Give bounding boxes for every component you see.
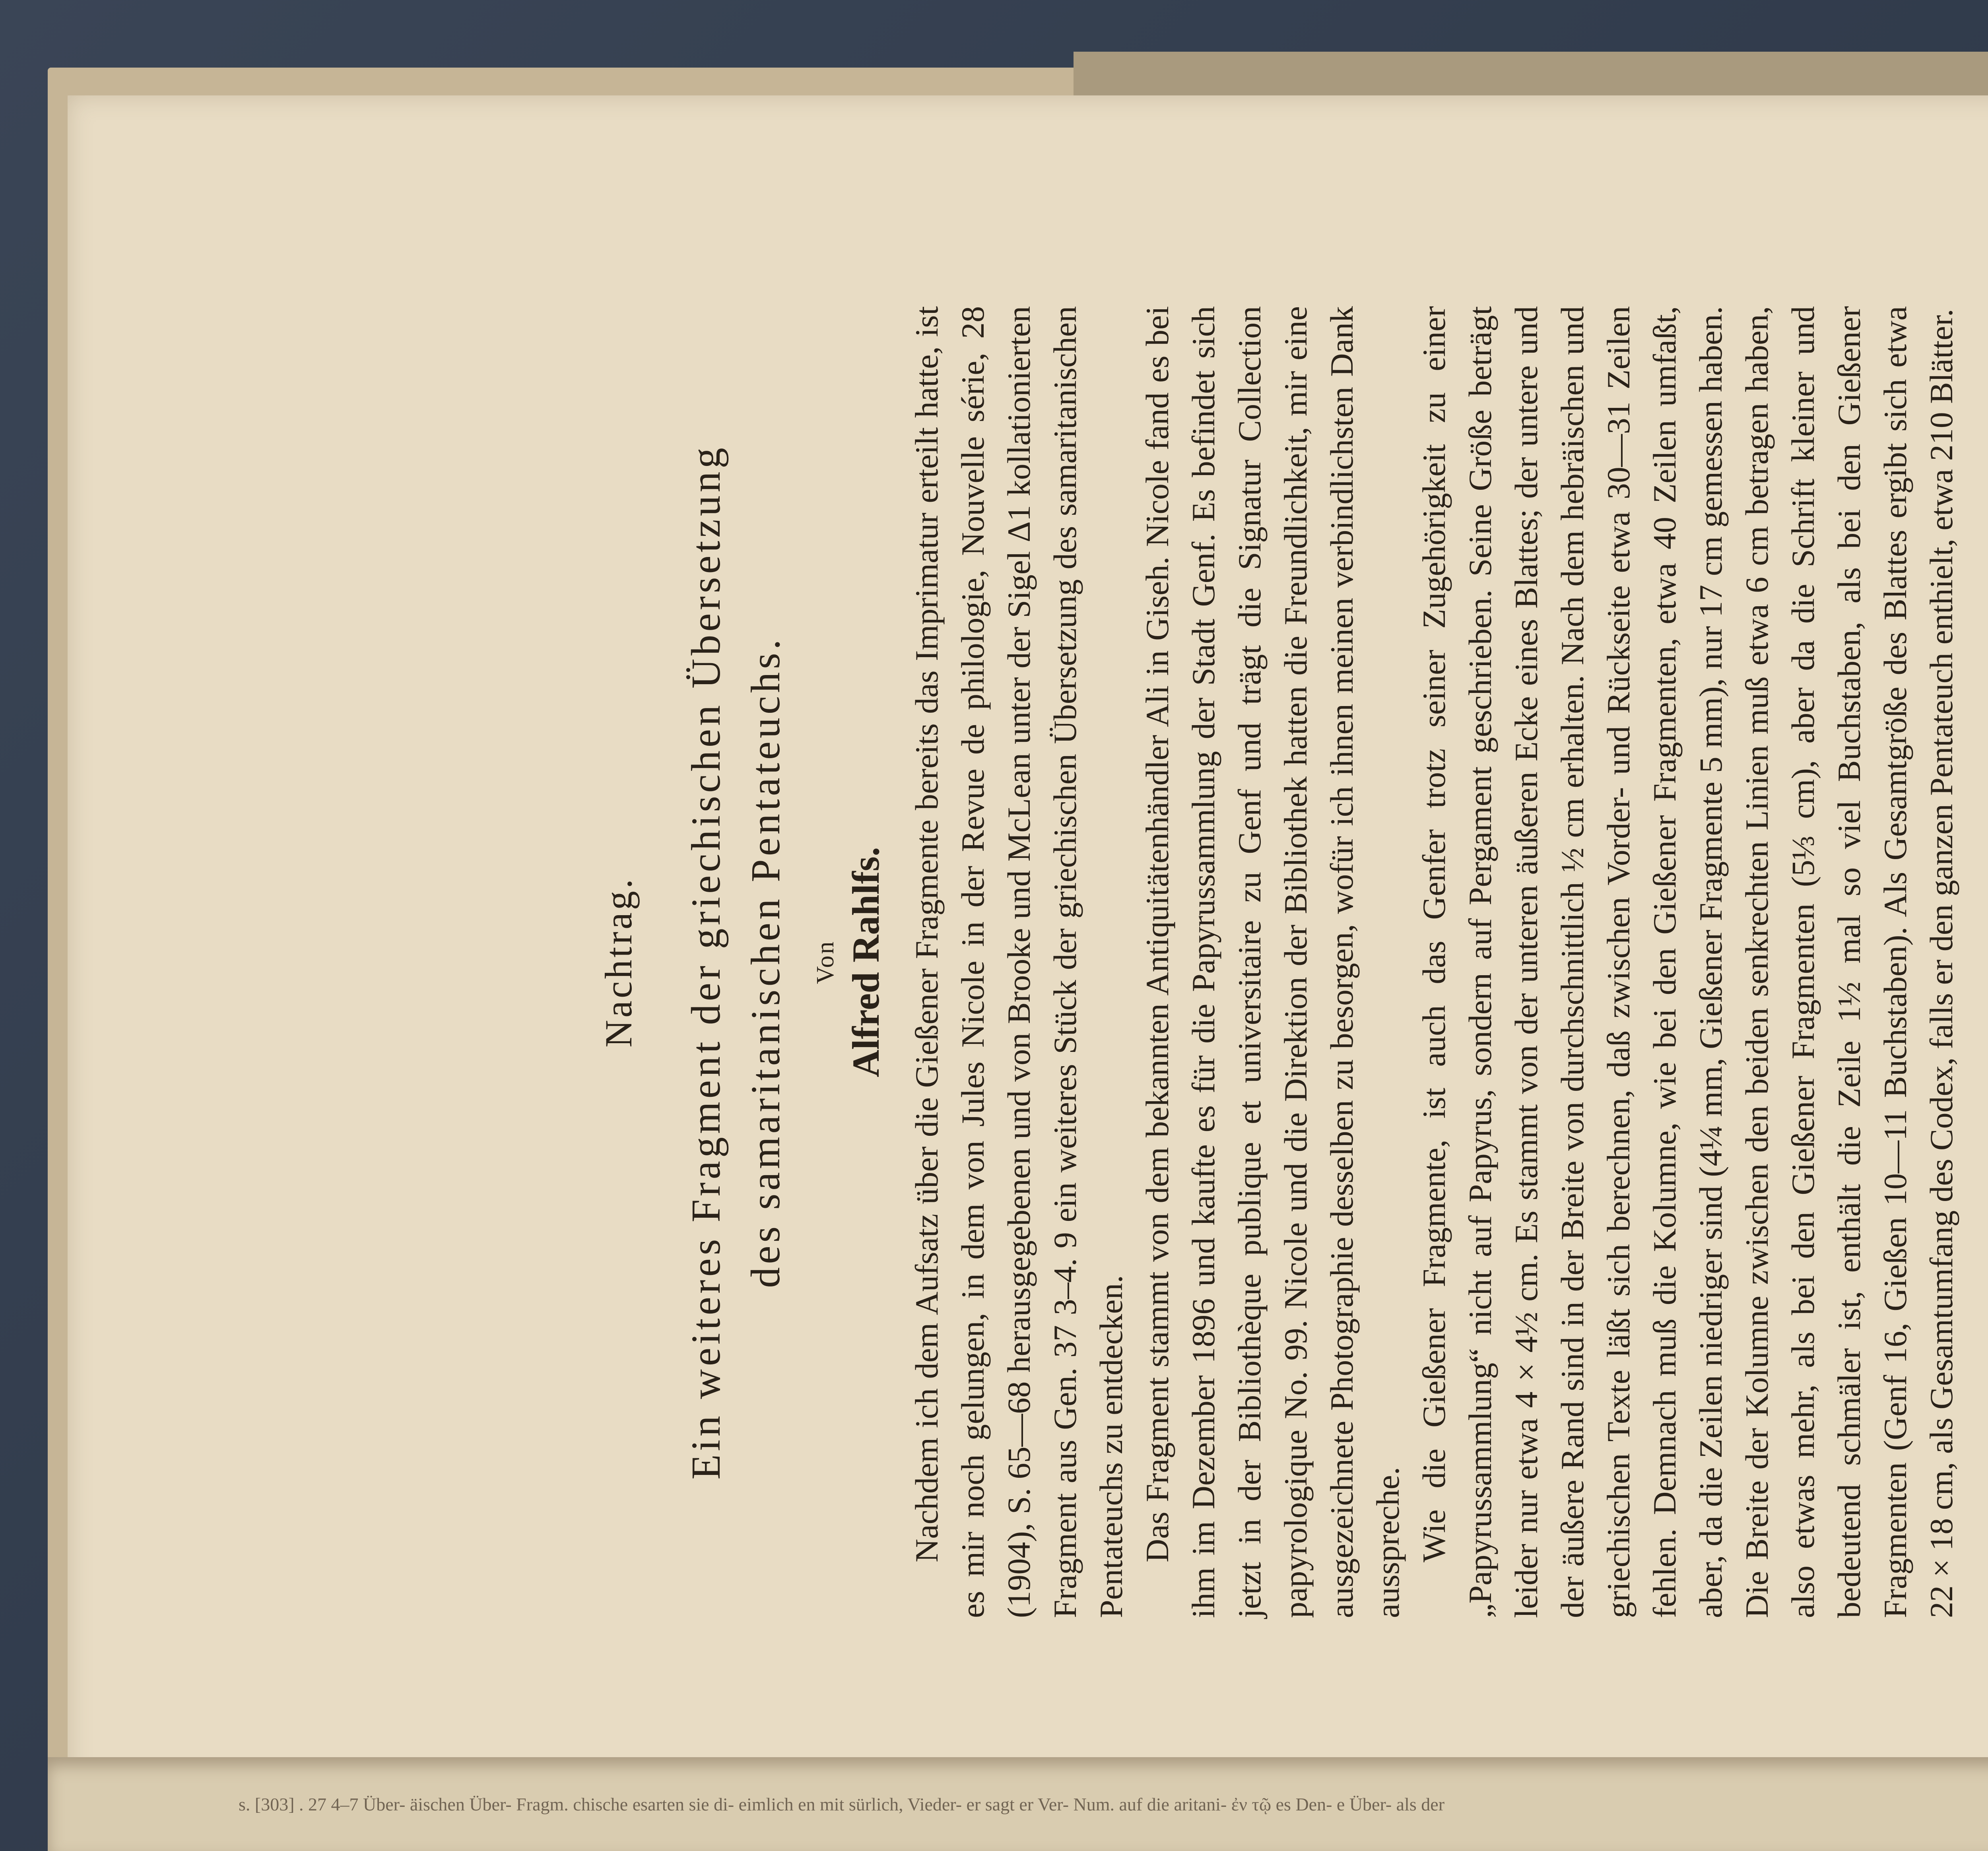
article-title-line-1: Ein weiteres Fragment der griechischen Übersetzung (683, 444, 729, 1480)
article-title-line-2: des samaritanischen Pentateuchs. (743, 636, 788, 1288)
section-heading: Nachtrag. (597, 877, 640, 1048)
paragraph: Nachdem ich dem Aufsatz über die Gießener Fragmente bereits das Imprimatur erteilt hatte, ist es mir noch gelungen, in dem von Jules Nicole in der Revue de philologie, Nouvelle série, 28 (1904), S. 65—68 herausgegebenen und von Brooke und McLean unter der Sigel Δ1 kollationierten Fragment aus Gen. 37 3–4. 9 ein weiteres Stück der griechischen Übersetzung des samaritanischen Pentateuchs zu entdecken. (909, 306, 1129, 1618)
paragraph: Das Fragment stammt von dem bekannten Antiquitätenhändler Ali in Giseh. Nicole fand es bei ihm im Dezember 1896 und kaufte es für die Papyrussammlung der Stadt Genf. Es befindet sich jetzt in der Bibliothèque publique et universitaire zu Genf und trägt die Signatur Collection papyrologique No. 99. Nicole und die Direktion der Bibliothek hatten die Freundlichkeit, mir eine ausgezeichnete Photographie desselben zu besorgen, wofür ich ihnen meinen verbindlichsten Dank ausspreche. (1139, 306, 1406, 1618)
page-content (596, 306, 1988, 1618)
byline-von: Von (812, 940, 839, 984)
facing-page-text: s. [303] . 27 4–7 Über- äischen Über- Fragm. chische esarten sie di- eimlich en mit sürlich, Vieder- er sagt er Ver- Num. auf die aritani- ἐν τῷ es Den- e Über- als der (239, 1794, 1445, 1814)
author-name: Alfred Rahlfs. (845, 847, 887, 1077)
paragraph: Wie die Gießener Fragmente, ist auch das Genfer trotz seiner Zugehörigkeit zu einer „Papyrussammlung“ nicht auf Papyrus, sondern auf Pergament geschrieben. Seine Größe beträgt leider nur etwa 4 × 4½ cm. Es stammt von der unteren äußeren Ecke eines Blattes; der untere und der äußere Rand sind in der Breite von durchschnittlich ½ cm erhalten. Nach dem hebräischen und griechischen Texte läßt sich berechnen, daß zwischen Vorder- und Rückseite etwa 30—31 Zeilen fehlen. Demnach muß die Kolumne, wie bei den Gießener Fragmenten, etwa 40 Zeilen umfaßt, aber, da die Zeilen niedriger sind (4¼ mm, Gießener Fragmente 5 mm), nur 17 cm gemessen haben. Die Breite der Kolumne zwischen den beiden senkrechten Linien muß etwa 6 cm betragen haben, also etwas mehr, als bei den Gießener Fragmenten (5⅓ cm), aber da die Schrift kleiner und bedeutend schmäler ist, enthält die Zeile 1½ mal so viel Buchstaben, als bei den Gießener Fragmenten (Genf 16, Gießen 10—11 Buchstaben). Als Gesamtgröße des Blattes ergibt sich etwa 22 × 18 cm, als Gesamtumfang des Codex, falls er den ganzen Pentateuch enthielt, etwa 210 Blätter. (1416, 306, 1959, 1618)
rotated-text-block (596, 306, 1988, 1630)
